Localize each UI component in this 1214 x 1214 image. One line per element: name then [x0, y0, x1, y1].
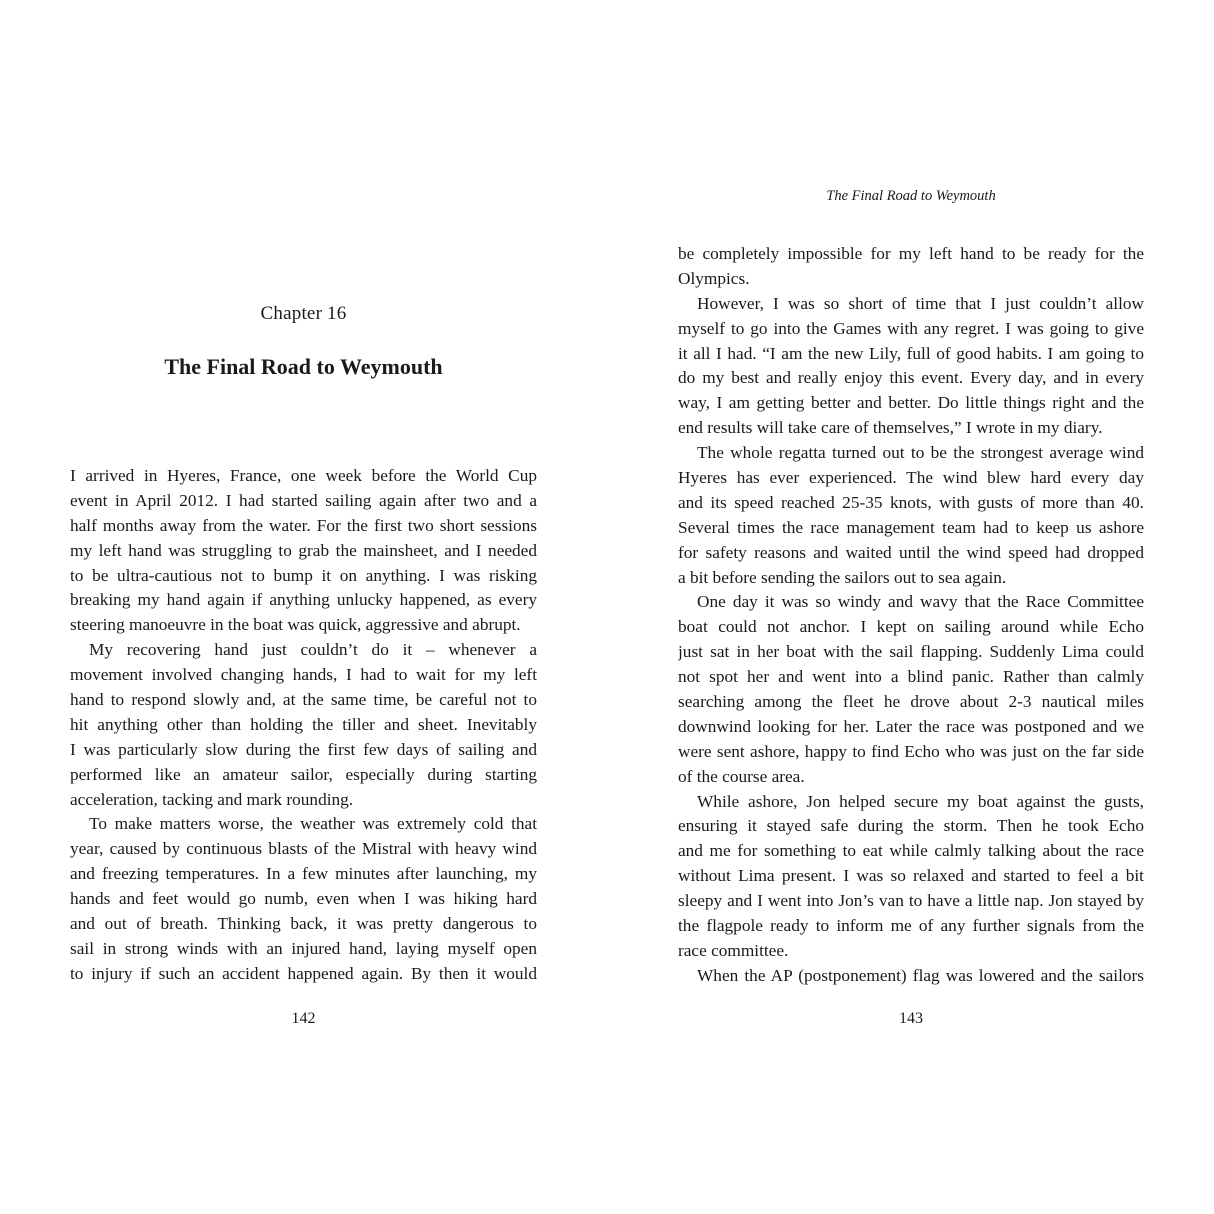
- text-line: just sat in her boat with the sail flapping. Suddenly Lima could: [678, 642, 1144, 662]
- text-line: do my best and really enjoy this event. Every day, and in every: [678, 368, 1144, 388]
- paragraph: [70, 464, 537, 638]
- text-line: sleepy and I went into Jon’s van to have a little nap. Jon stayed by: [678, 891, 1144, 911]
- text-line: hands and feet would go numb, even when I was hiking hard: [70, 889, 537, 909]
- text-line: I was particularly slow during the first few days of sailing and: [70, 739, 537, 759]
- text-line: to injury if such an accident happened again. By then it would: [70, 963, 537, 983]
- text-line: When the AP (postponement) flag was lowered and the sailors: [697, 965, 1144, 985]
- text-line: be completely impossible for my left hand to be ready for the: [678, 244, 1144, 263]
- text-line: ensuring it stayed safe during the storm. Then he took Echo: [678, 816, 1144, 836]
- text-line: downwind looking for her. Later the race was postponed and we: [678, 716, 1144, 736]
- text-line: were sent ashore, happy to find Echo who was just on the far side: [678, 741, 1144, 761]
- text-line: the flagpole ready to inform me of any further signals from the: [678, 916, 1144, 936]
- running-head: The Final Road to Weymouth: [826, 188, 996, 204]
- paragraph: [678, 292, 1144, 441]
- right-page: [678, 0, 1144, 1214]
- paragraph: [70, 812, 537, 986]
- chapter-title: The Final Road to Weymouth: [164, 354, 443, 379]
- text-line: Hyeres has ever experienced. The wind blew hard every day: [678, 468, 1144, 488]
- text-line: I arrived in Hyeres, France, one week before the World Cup: [70, 466, 537, 485]
- text-line: searching among the fleet he drove about 2-3 nautical miles: [678, 692, 1144, 712]
- text-line: of the course area.: [678, 766, 805, 786]
- text-line: steering manoeuvre in the boat was quick, aggressive and abrupt.: [70, 615, 521, 635]
- text-line: without Lima present. I was so relaxed and started to feel a bit: [678, 866, 1144, 886]
- text-line: it all I had. “I am the new Lily, full of good habits. I am going to: [678, 343, 1144, 363]
- text-line: race committee.: [678, 940, 789, 960]
- text-line: half months away from the water. For the first two short sessions: [70, 515, 537, 535]
- paragraph: [70, 638, 537, 812]
- text-line: event in April 2012. I had started sailing again after two and a: [70, 490, 537, 510]
- paragraph: [678, 790, 1144, 964]
- text-line: way, I am getting better and better. Do little things right and the: [678, 393, 1144, 413]
- text-line: The whole regatta turned out to be the strongest average wind: [697, 443, 1144, 463]
- text-line: breaking my hand again if anything unlucky happened, as every: [70, 590, 537, 610]
- left-page-body: [70, 464, 537, 987]
- text-line: myself to go into the Games with any regret. I was going to give: [678, 318, 1144, 338]
- chapter-number: Chapter 16: [260, 303, 347, 324]
- page-number: 142: [291, 1010, 316, 1027]
- text-line: and me for something to eat while calmly talking about the race: [678, 841, 1144, 861]
- text-line: year, caused by continuous blasts of the Mistral with heavy wind: [70, 839, 537, 859]
- text-line: However, I was so short of time that I just couldn’t allow: [697, 293, 1144, 313]
- paragraph: [678, 590, 1144, 789]
- text-line: to be ultra-cautious not to bump it on anything. I was risking: [70, 565, 537, 585]
- text-line: hit anything other than holding the tiller and sheet. Inevitably: [70, 714, 537, 734]
- right-page-body: [678, 242, 1144, 989]
- text-line: sail in strong winds with an injured hand, laying myself open: [70, 938, 537, 958]
- text-line: a bit before sending the sailors out to sea again.: [678, 567, 1007, 587]
- text-line: acceleration, tacking and mark rounding.: [70, 789, 354, 809]
- text-line: boat could not anchor. I kept on sailing around while Echo: [678, 617, 1144, 637]
- text-line: Several times the race management team had to keep us ashore: [678, 517, 1144, 537]
- text-line: and out of breath. Thinking back, it was pretty dangerous to: [70, 914, 537, 934]
- text-line: My recovering hand just couldn’t do it – whenever a: [89, 640, 537, 660]
- text-line: and freezing temperatures. In a few minutes after launching, my: [70, 864, 537, 884]
- text-line: for safety reasons and waited until the wind speed had dropped: [678, 542, 1144, 562]
- left-page: [70, 0, 537, 1214]
- paragraph: [678, 242, 1144, 292]
- text-line: hand to respond slowly and, at the same time, be careful not to: [70, 690, 537, 710]
- paragraph: [678, 964, 1144, 989]
- text-line: not spot her and went into a blind panic. Rather than calmly: [678, 667, 1144, 687]
- text-line: movement involved changing hands, I had to wait for my left: [70, 665, 537, 685]
- text-line: One day it was so windy and wavy that the Race Committee: [697, 592, 1144, 612]
- text-line: my left hand was struggling to grab the mainsheet, and I needed: [70, 540, 537, 560]
- text-line: To make matters worse, the weather was extremely cold that: [89, 814, 537, 834]
- text-line: and its speed reached 25-35 knots, with gusts of more than 40.: [678, 492, 1144, 512]
- text-line: While ashore, Jon helped secure my boat against the gusts,: [697, 791, 1144, 811]
- page-number: 143: [899, 1010, 923, 1027]
- text-line: end results will take care of themselves,” I wrote in my diary.: [678, 418, 1103, 438]
- paragraph: [678, 441, 1144, 590]
- text-line: Olympics.: [678, 268, 750, 288]
- text-line: performed like an amateur sailor, especially during starting: [70, 764, 537, 784]
